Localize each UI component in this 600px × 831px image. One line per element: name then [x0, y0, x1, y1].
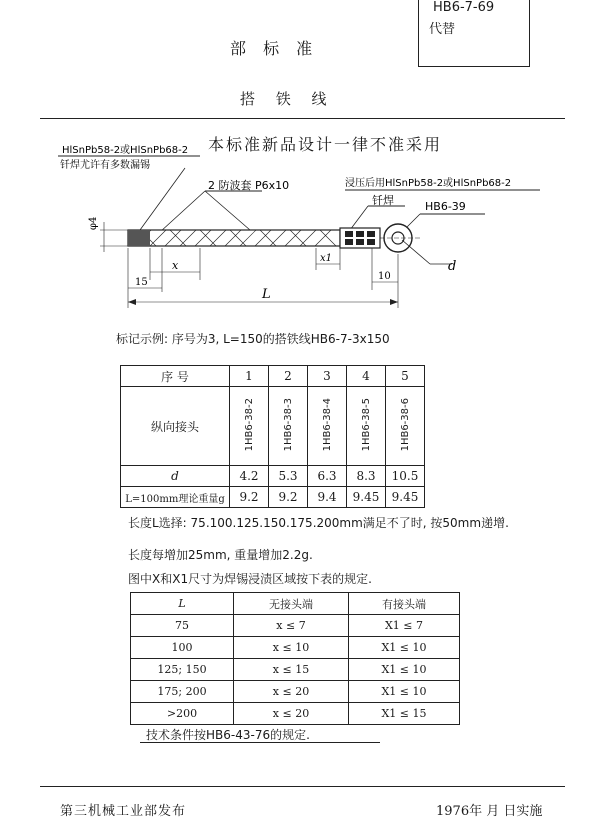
spec-serial: 2	[269, 366, 308, 387]
spec-serial: 5	[386, 366, 425, 387]
spec-lug: 1HB6-38-6	[399, 397, 411, 452]
range-l: 125; 150	[131, 659, 234, 681]
spec-table	[120, 365, 425, 508]
standard-category: 部 标 准	[230, 39, 319, 58]
usage-note: 本标准新品设计一律不准采用	[208, 135, 443, 154]
dim-d: d	[448, 259, 457, 274]
range-x1: X1 ≤ 15	[349, 703, 460, 725]
spec-d: 6.3	[308, 466, 347, 487]
dim-phi4: φ4	[88, 216, 99, 230]
spec-serial: 1	[230, 366, 269, 387]
standard-code: HB6-7-69	[433, 0, 495, 15]
callout-left-note: 钎焊尤许有多数漏锡	[60, 160, 150, 171]
spec-row-lug	[121, 387, 425, 466]
callout-left-solder: HlSnPb58-2或HlSnPb68-2	[62, 145, 189, 156]
spec-weight: 9.2	[230, 487, 269, 508]
standard-code-box	[418, 0, 530, 67]
spec-row-weight	[121, 487, 425, 508]
range-x1: X1 ≤ 10	[349, 659, 460, 681]
bonding-strap-drawing	[0, 130, 600, 325]
document-title: 搭 铁 线	[240, 90, 335, 108]
dim-x1: x1	[320, 253, 333, 264]
callout-right-braze: 钎焊	[372, 194, 394, 207]
footer-issuer: 第三机械工业部发布	[60, 804, 187, 819]
range-x: x ≤ 20	[234, 681, 349, 703]
range-x: x ≤ 20	[234, 703, 349, 725]
spec-label-d: d	[121, 466, 230, 487]
spec-lug: 1HB6-38-3	[282, 397, 294, 452]
range-l: 75	[131, 615, 234, 637]
range-header-l: L	[131, 593, 234, 615]
spec-label-weight: L=100mm理论重量g	[121, 487, 230, 508]
spec-label-lug: 纵向接头	[121, 387, 230, 466]
dim-L: L	[262, 287, 271, 302]
spec-lug: 1HB6-38-4	[321, 397, 333, 452]
spec-weight: 9.45	[347, 487, 386, 508]
spec-label-serial: 序 号	[121, 366, 230, 387]
spec-d: 5.3	[269, 466, 308, 487]
range-row	[131, 637, 460, 659]
spec-row-serial	[121, 366, 425, 387]
mark-example: 标记示例: 序号为3, L=150的搭铁线HB6-7-3x150	[116, 332, 390, 346]
length-note: 长度L选择: 75.100.125.150.175.200mm满足不了时, 按50mm递增.	[128, 516, 509, 530]
range-x: x ≤ 10	[234, 637, 349, 659]
range-l: 100	[131, 637, 234, 659]
spec-weight: 9.2	[269, 487, 308, 508]
range-x: x ≤ 15	[234, 659, 349, 681]
range-row	[131, 703, 460, 725]
weight-note: 长度每增加25mm, 重量增加2.2g.	[128, 548, 313, 562]
spec-d: 8.3	[347, 466, 386, 487]
range-x1: X1 ≤ 10	[349, 681, 460, 703]
spec-serial: 4	[347, 366, 386, 387]
range-header-no-lug: 无接头端	[234, 593, 349, 615]
range-row	[131, 615, 460, 637]
footer-divider	[40, 786, 565, 787]
dim-x: x	[172, 259, 179, 272]
range-intro: 图中X和X1尺寸为焊锡浸渍区域按下表的规定.	[128, 572, 372, 586]
range-x: x ≤ 7	[234, 615, 349, 637]
spec-lug: 1HB6-38-2	[243, 397, 255, 452]
range-l: 175; 200	[131, 681, 234, 703]
spec-weight: 9.4	[308, 487, 347, 508]
dim-10: 10	[378, 271, 391, 282]
range-header-lug: 有接头端	[349, 593, 460, 615]
spec-d: 10.5	[386, 466, 425, 487]
replaces-label: 代替	[429, 22, 456, 37]
spec-d: 4.2	[230, 466, 269, 487]
spec-weight: 9.45	[386, 487, 425, 508]
title-divider	[40, 118, 565, 119]
range-row	[131, 681, 460, 703]
range-row	[131, 659, 460, 681]
tech-note: 技术条件按HB6-43-76的规定.	[146, 728, 310, 742]
callout-part-number: HB6-39	[425, 200, 466, 213]
range-x1: X1 ≤ 7	[349, 615, 460, 637]
dim-15: 15	[135, 277, 148, 288]
range-header-row	[131, 593, 460, 615]
callout-right-solder: 浸压后用HlSnPb58-2或HlSnPb68-2	[345, 178, 512, 189]
range-x1: X1 ≤ 10	[349, 637, 460, 659]
range-table	[130, 592, 460, 725]
spec-row-d	[121, 466, 425, 487]
range-l: >200	[131, 703, 234, 725]
left-soldered-end	[128, 230, 150, 246]
spec-serial: 3	[308, 366, 347, 387]
spec-lug: 1HB6-38-5	[360, 397, 372, 452]
tech-note-underline	[140, 742, 380, 743]
footer-date: 1976年 月 日实施	[436, 804, 543, 819]
callout-sleeve: 2 防波套 P6x10	[208, 179, 290, 192]
